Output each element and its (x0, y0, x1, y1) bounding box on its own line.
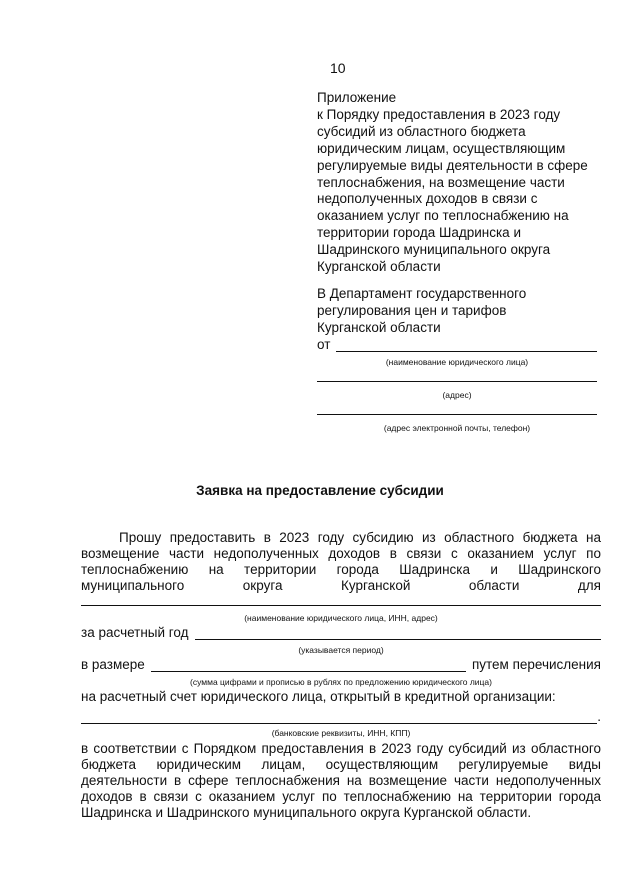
appendix-line: Шадринского муниципального округа (317, 242, 551, 258)
appendix-line: регулируемые виды деятельности в сфере (317, 157, 588, 173)
paragraph-line: возмещение части недополученных доходов в связи с оказанием услуг по (81, 546, 601, 561)
conformity-paragraph (81, 741, 601, 821)
appendix-line: Курганской области (317, 259, 441, 275)
paragraph-line: Прошу предоставить в 2023 году субсидию из областного бюджета на (119, 530, 601, 545)
period-line (195, 628, 601, 640)
appendix-line: юридическим лицам, осуществляющим (317, 140, 566, 156)
appendix-line: оказанием услуг по теплоснабжению на (317, 208, 569, 224)
paragraph-line: бюджета юридическим лицам, осуществляющим регулируемые виды (81, 757, 601, 772)
caption-entity-details: (наименование юридического лица, ИНН, адрес) (244, 613, 438, 623)
request-paragraph (81, 530, 601, 594)
appendix-line: территории города Шадринска и (317, 225, 521, 241)
paragraph-line: в соответствии с Порядком предоставления в 2023 году субсидий из областного (81, 741, 601, 756)
amount-label: в размере (81, 657, 145, 672)
appendix-header (317, 90, 607, 276)
recipient-line: В Департамент государственного (317, 286, 527, 301)
bank-line-end: . (597, 709, 601, 724)
caption-period: (указывается период) (298, 645, 384, 655)
paragraph-line: теплоснабжению на территории города Шадринска и Шадринского (81, 562, 601, 577)
entity-name-line (336, 340, 597, 352)
appendix-line: субсидий из областного бюджета (317, 123, 526, 139)
amount-line (151, 660, 466, 672)
from-row (317, 337, 597, 352)
appendix-line: к Порядку предоставления в 2023 году (317, 106, 561, 122)
paragraph-line: деятельности в сфере теплоснабжения на возмещение части недополученных (81, 773, 601, 788)
paragraph-line: муниципального округа Курганской области для (81, 578, 601, 593)
caption-amount: (сумма цифрами и прописью в рублях по предложению юридического лица) (190, 677, 492, 687)
period-row (81, 625, 601, 640)
page-number: 10 (330, 60, 346, 76)
recipient-block (317, 285, 607, 336)
caption-entity-name: (наименование юридического лица) (385, 357, 529, 367)
appendix-line: теплоснабжения, на возмещение части (317, 174, 565, 190)
paragraph-line: Шадринска и Шадринского муниципального округа Курганской области. (81, 805, 532, 820)
caption-contacts: (адрес электронной почты, телефон) (383, 423, 531, 433)
paragraph-line: доходов в связи с оказанием услуг по теплоснабжению на территории города (81, 789, 601, 804)
account-line-text: на расчетный счет юридического лица, открытый в кредитной организации: (81, 689, 556, 704)
bank-row (81, 709, 601, 724)
contacts-line (317, 414, 597, 415)
from-label: от (317, 337, 331, 352)
bank-details-line (81, 712, 597, 724)
caption-bank: (банковские реквизиты, ИНН, КПП) (271, 728, 411, 738)
amount-row (81, 657, 601, 672)
recipient-line: Курганской области (317, 320, 441, 335)
account-row (81, 689, 601, 704)
entity-details-line (81, 605, 601, 606)
document-title: Заявка на предоставление субсидии (196, 483, 444, 498)
appendix-line: недополученных доходов в связи с (317, 191, 538, 207)
recipient-line: регулирования цен и тарифов (317, 303, 507, 318)
address-line (317, 381, 597, 382)
appendix-line: Приложение (317, 90, 397, 105)
period-label: за расчетный год (81, 625, 189, 640)
amount-suffix: путем перечисления (471, 657, 601, 672)
caption-address: (адрес) (442, 390, 472, 400)
